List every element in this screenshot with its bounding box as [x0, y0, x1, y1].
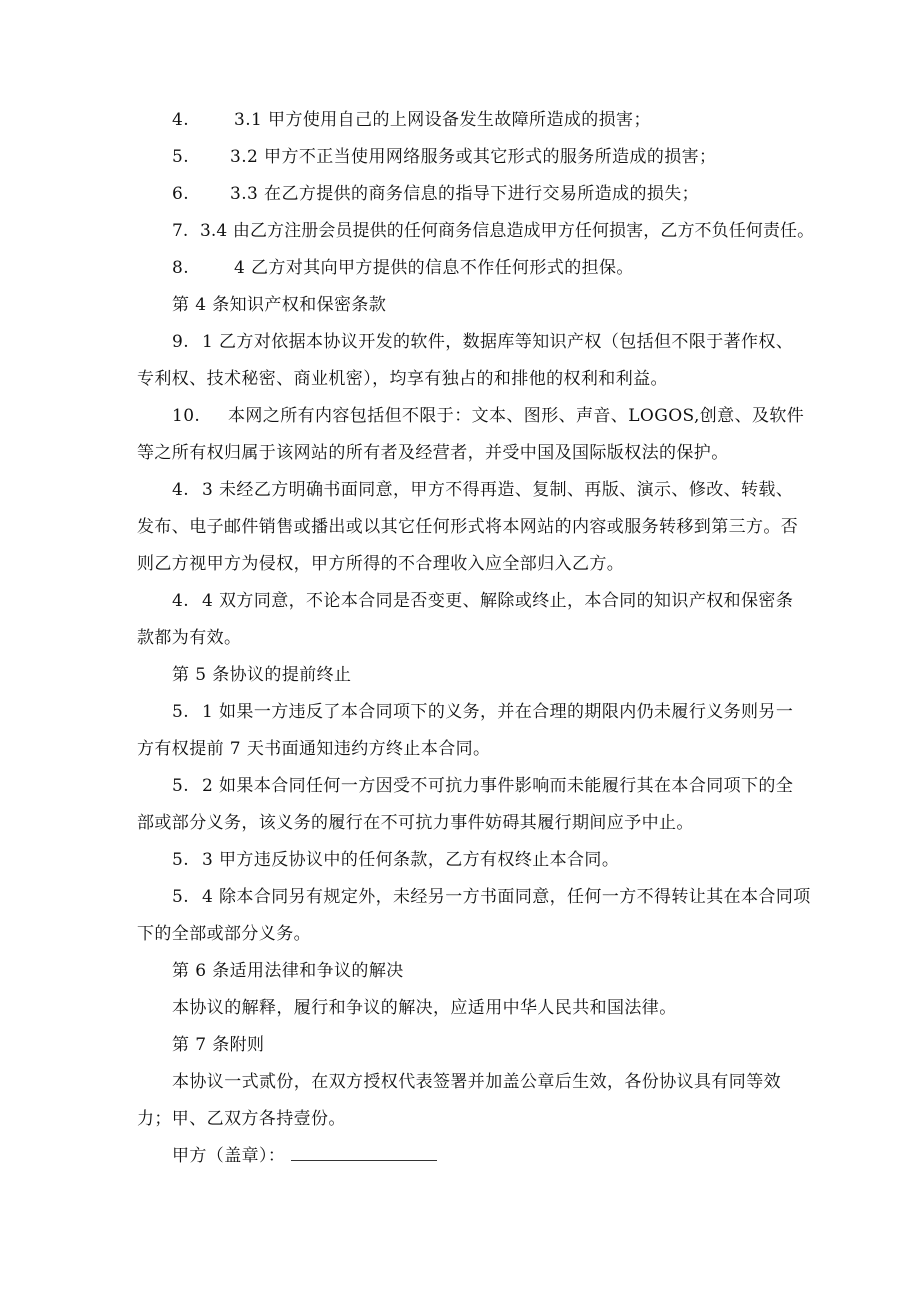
paragraph-text: 款都为有效。 — [137, 628, 242, 648]
item-number: 5. — [172, 147, 190, 167]
paragraph-continuation — [137, 738, 490, 760]
item-number: 10. — [172, 406, 201, 426]
paragraph-text: 则乙方视甲方为侵权，甲方所得的不合理收入应全部归入乙方。 — [137, 554, 625, 574]
paragraph-text: 下的全部或部分义务。 — [137, 924, 311, 944]
paragraph-continuation — [137, 516, 798, 538]
signature-label: 甲方（盖章）： — [172, 1146, 286, 1166]
paragraph-continuation — [137, 442, 729, 464]
paragraph — [172, 1071, 781, 1093]
item-text: 1 如果一方违反了本合同项下的义务，并在合理的期限内仍未履行义务则另一 — [202, 702, 794, 722]
section-heading-4 — [172, 294, 386, 316]
item-number: 5. — [172, 702, 190, 722]
list-item-5-3 — [172, 849, 619, 871]
list-item-4 — [172, 109, 651, 131]
list-item-5 — [172, 146, 716, 168]
list-item-10 — [172, 405, 804, 427]
paragraph-text: 专利权、技术秘密、商业机密），均享有独占的和排他的权利和利益。 — [137, 369, 668, 389]
item-text: 3.3 在乙方提供的商务信息的指导下进行交易所造成的损失； — [230, 184, 700, 204]
item-number: 5. — [172, 850, 190, 870]
paragraph-continuation — [137, 812, 694, 834]
item-text: 3.4 由乙方注册会员提供的任何商务信息造成甲方任何损害，乙方不负任何责任。 — [200, 221, 815, 241]
signature-blank-line — [291, 1146, 437, 1161]
paragraph — [172, 997, 677, 1019]
item-number: 4. — [172, 110, 190, 130]
list-item-5-2 — [172, 775, 793, 797]
item-number: 8. — [172, 258, 190, 278]
heading-text: 第 7 条附则 — [172, 1035, 265, 1055]
heading-text: 第 5 条协议的提前终止 — [172, 665, 352, 685]
list-item-6 — [172, 183, 699, 205]
list-item-4-3 — [172, 479, 793, 501]
paragraph-text: 力；甲、乙双方各持壹份。 — [137, 1109, 346, 1129]
list-item-7 — [172, 220, 814, 242]
item-text: 3.2 甲方不正当使用网络服务或其它形式的服务所造成的损害； — [230, 147, 717, 167]
item-text: 1 乙方对依据本协议开发的软件，数据库等知识产权（包括但不限于著作权、 — [202, 332, 794, 352]
list-item-5-4 — [172, 886, 811, 908]
paragraph-continuation — [137, 553, 624, 575]
item-text: 3 未经乙方明确书面同意，甲方不得再造、复制、再版、演示、修改、转载、 — [202, 480, 794, 500]
item-text: 4 乙方对其向甲方提供的信息不作任何形式的担保。 — [234, 258, 634, 278]
item-number: 4. — [172, 591, 190, 611]
item-text: 本网之所有内容包括但不限于：文本、图形、声音、LOGOS,创意、及软件 — [228, 406, 805, 426]
item-text: 4 双方同意，不论本合同是否变更、解除或终止，本合同的知识产权和保密条 — [202, 591, 794, 611]
item-text: 2 如果本合同任何一方因受不可抗力事件影响而未能履行其在本合同项下的全 — [202, 776, 794, 796]
paragraph-continuation — [137, 368, 668, 390]
item-number: 5. — [172, 887, 190, 907]
paragraph-continuation — [137, 627, 241, 649]
paragraph-text: 等之所有权归属于该网站的所有者及经营者，并受中国及国际版权法的保护。 — [137, 443, 729, 463]
item-number: 6. — [172, 184, 190, 204]
paragraph-text: 本协议一式贰份，在双方授权代表签署并加盖公章后生效，各份协议具有同等效 — [172, 1072, 781, 1092]
heading-text: 第 6 条适用法律和争议的解决 — [172, 961, 404, 981]
item-number: 5. — [172, 776, 190, 796]
paragraph-text: 本协议的解释，履行和争议的解决，应适用中华人民共和国法律。 — [172, 998, 677, 1018]
list-item-4-4 — [172, 590, 793, 612]
signature-row — [172, 1145, 437, 1167]
list-item-8 — [172, 257, 634, 279]
list-item-5-1 — [172, 701, 793, 723]
item-text: 3 甲方违反协议中的任何条款，乙方有权终止本合同。 — [202, 850, 620, 870]
section-heading-5 — [172, 664, 351, 686]
paragraph-continuation — [137, 1108, 346, 1130]
paragraph-continuation — [137, 923, 311, 945]
paragraph-text: 方有权提前 7 天书面通知违约方终止本合同。 — [137, 739, 491, 759]
section-heading-6 — [172, 960, 404, 982]
section-heading-7 — [172, 1034, 264, 1056]
item-number: 7. — [172, 221, 189, 241]
heading-text: 第 4 条知识产权和保密条款 — [172, 295, 387, 315]
list-item-9 — [172, 331, 793, 353]
paragraph-text: 部或部分义务，该义务的履行在不可抗力事件妨碍其履行期间应予中止。 — [137, 813, 694, 833]
paragraph-text: 发布、电子邮件销售或播出或以其它任何形式将本网站的内容或服务转移到第三方。否 — [137, 517, 799, 537]
item-text: 4 除本合同另有规定外，未经另一方书面同意，任何一方不得转让其在本合同项 — [202, 887, 811, 907]
item-number: 4. — [172, 480, 190, 500]
item-number: 9. — [172, 332, 190, 352]
item-text: 3.1 甲方使用自己的上网设备发生故障所造成的损害； — [234, 110, 651, 130]
